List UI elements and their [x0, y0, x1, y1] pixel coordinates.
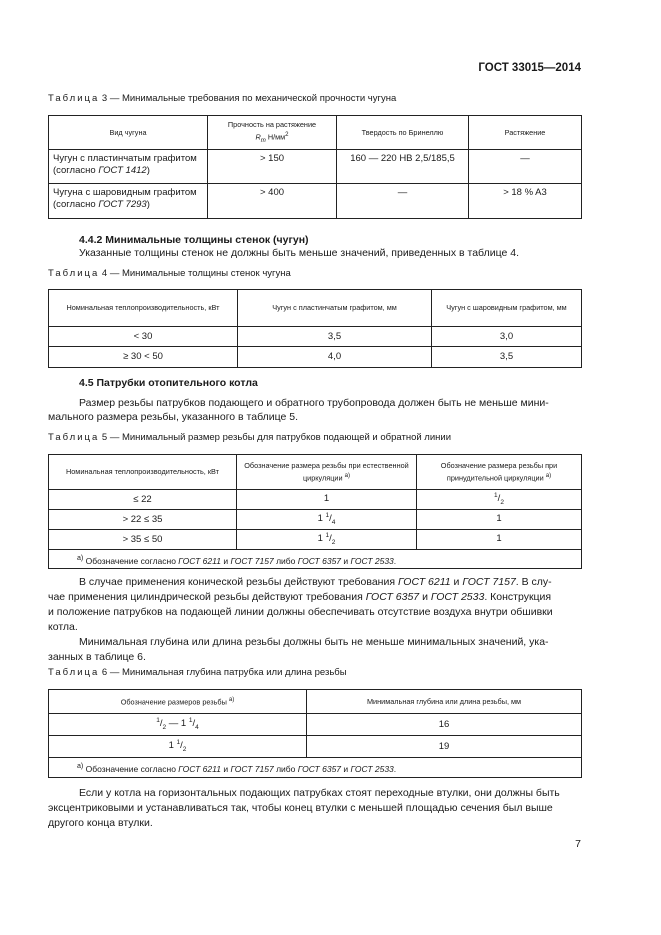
table3: [48, 115, 582, 219]
table-row: [49, 184, 582, 219]
strength-value: > 400: [208, 184, 337, 219]
forced-thread-size: $^1/_2$: [417, 490, 582, 510]
forced-thread-size: 1: [417, 530, 582, 550]
final-para-line2: эксцентриковыми и устанавливаться так, чтобы конец втулки с меньшей площадью сечения был выше: [48, 802, 553, 814]
table5-footnote: $^{а)}$ Обозначение согласно ГОСТ 6211 и ГОСТ 7157 либо ГОСТ 6357 и ГОСТ 2533.: [49, 550, 582, 569]
natural-thread-size: 1 $^1/_4$: [237, 510, 417, 530]
natural-thread-size: 1 $^1/_2$: [237, 530, 417, 550]
section-442-text: Указанные толщины стенок не должны быть меньше значений, приведенных в таблице 4.: [79, 247, 519, 259]
elongation-value: > 18 % A3: [469, 184, 582, 219]
table-row: [49, 736, 582, 758]
table3-header-strength: Прочность на растяжение $R_m$ $Н/мм^2$: [208, 116, 337, 150]
table5-header-power: Номинальная теплопроизводительность, кВт: [49, 455, 237, 490]
table6-header-depth: Минимальная глубина или длина резьбы, мм: [307, 690, 582, 714]
table3-caption: Таблица 3 — Минимальные требования по механической прочности чугуна: [48, 93, 397, 104]
min-depth-value: 19: [307, 736, 582, 758]
document-code: ГОСТ 33015—2014: [478, 62, 581, 74]
depth-para-line1: Минимальная глубина или длина резьбы должны быть не меньше минимальных значений, ука-: [79, 636, 549, 648]
table3-header-hardness: Твердость по Бринеллю: [337, 116, 469, 150]
section-442-heading: 4.4.2 Минимальные толщины стенок (чугун): [79, 234, 309, 246]
table-footnote-row: [49, 550, 582, 569]
table6-caption: Таблица 6 — Минимальная глубина патрубка или длина резьбы: [48, 667, 347, 678]
hardness-value: —: [337, 184, 469, 219]
table-row: [49, 490, 582, 510]
power-value: > 35 ≤ 50: [49, 530, 237, 550]
table4-header-power: Номинальная теплопроизводительность, кВт: [49, 290, 238, 327]
table6-footnote: $^{а)}$ Обозначение согласно ГОСТ 6211 и ГОСТ 7157 либо ГОСТ 6357 и ГОСТ 2533.: [49, 758, 582, 778]
table-row: [49, 347, 582, 368]
lamellar-thickness: 3,5: [238, 327, 432, 347]
spheroidal-thickness: 3,5: [432, 347, 582, 368]
elongation-value: —: [469, 150, 582, 184]
table-row: [49, 150, 582, 184]
cast-iron-type: Чугуна с шаровидным графитом (согласно ГОСТ 7293): [49, 184, 208, 219]
section-45-heading: 4.5 Патрубки отопительного котла: [79, 377, 258, 389]
depth-para-line2: занных в таблице 6.: [48, 651, 146, 663]
table5-caption: Таблица 5 — Минимальный размер резьбы для патрубков подающей и обратной линии: [48, 432, 452, 443]
final-para-line1: Если у котла на горизонтальных подающих патрубках стоят переходные втулки, они должны быть: [79, 787, 560, 799]
table5: [48, 454, 582, 569]
table4-header-lamellar: Чугун с пластинчатым графитом, мм: [238, 290, 432, 327]
thread-size: 1 $^1/_2$: [49, 736, 307, 758]
cast-iron-type: Чугун с пластинчатым графитом (согласно ГОСТ 1412): [49, 150, 208, 184]
min-depth-value: 16: [307, 714, 582, 736]
spheroidal-thickness: 3,0: [432, 327, 582, 347]
table-row: [49, 530, 582, 550]
section-45-line1: Размер резьбы патрубков подающего и обратного трубопровода должен быть не меньше мини-: [79, 397, 549, 409]
conic-para-line3: и положение патрубков на подающей линии должны обеспечивать отсутствие воздуха внутри обшивки: [48, 606, 553, 618]
strength-value: > 150: [208, 150, 337, 184]
power-value: > 22 ≤ 35: [49, 510, 237, 530]
table6-header-size: Обозначение размеров резьбы $^{а)}$: [49, 690, 307, 714]
conic-para-line2: чае применения цилиндрической резьбы действуют требования ГОСТ 6357 и ГОСТ 2533. Конструкция: [48, 591, 552, 603]
forced-thread-size: 1: [417, 510, 582, 530]
final-para-line3: другого конца втулки.: [48, 817, 153, 829]
thread-size-range: $^1/_2$ — 1 $^1/_4$: [49, 714, 307, 736]
table3-header-type: Вид чугуна: [49, 116, 208, 150]
section-45-line2: мального размера резьбы, указанного в таблице 5.: [48, 411, 299, 423]
table4-caption: Таблица 4 — Минимальные толщины стенок чугуна: [48, 268, 291, 279]
power-value: < 30: [49, 327, 238, 347]
lamellar-thickness: 4,0: [238, 347, 432, 368]
hardness-value: 160 — 220 HB 2,5/185,5: [337, 150, 469, 184]
table3-header-elongation: Растяжение: [469, 116, 582, 150]
table6: [48, 689, 582, 778]
table-row: [49, 714, 582, 736]
table5-header-natural: Обозначение размера резьбы при естественной циркуляции $^{а)}$: [237, 455, 417, 490]
conic-para-line4: котла.: [48, 621, 78, 633]
power-value: ≥ 30 < 50: [49, 347, 238, 368]
table-row: [49, 510, 582, 530]
table-footnote-row: [49, 758, 582, 778]
table5-header-forced: Обозначение размера резьбы при принудительной циркуляции $^{а)}$: [417, 455, 582, 490]
table4-header-spheroidal: Чугун с шаровидным графитом, мм: [432, 290, 582, 327]
table-row: [49, 327, 582, 347]
natural-thread-size: 1: [237, 490, 417, 510]
page-number: 7: [575, 838, 581, 850]
conic-para-line1: В случае применения конической резьбы действуют требования ГОСТ 6211 и ГОСТ 7157. В слу-: [79, 576, 552, 588]
power-value: ≤ 22: [49, 490, 237, 510]
table4: [48, 289, 582, 368]
